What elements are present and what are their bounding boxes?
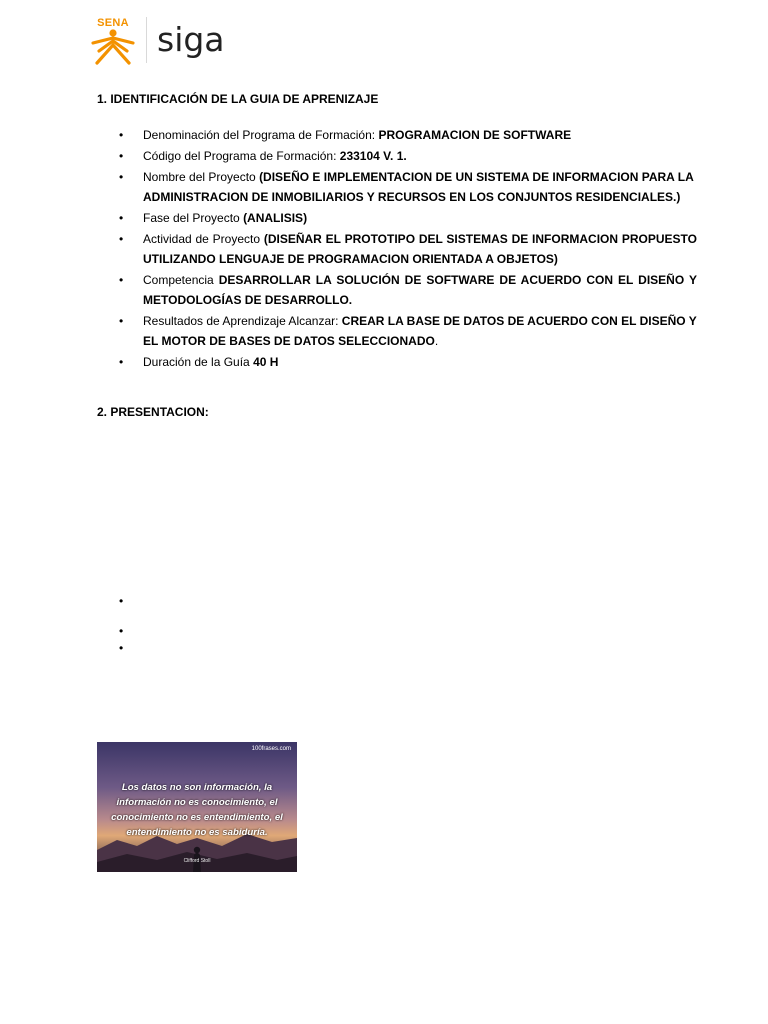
- bullet-icon: •: [119, 641, 124, 655]
- item-suffix: .: [434, 334, 439, 348]
- bullet-icon: •: [119, 128, 124, 142]
- bullet-icon: •: [119, 211, 124, 225]
- item-label: Denominación del Programa de Formación:: [143, 128, 379, 142]
- item-value: 40 H: [253, 355, 279, 369]
- bullet-icon: •: [119, 314, 124, 328]
- bullet-icon: •: [119, 594, 124, 608]
- item-label: Duración de la Guía: [143, 355, 254, 369]
- bullet-icon: •: [119, 232, 124, 246]
- bullet-icon: •: [119, 149, 124, 163]
- item-value: PROGRAMACION DE SOFTWARE: [378, 128, 572, 142]
- item-label: Código del Programa de Formación:: [143, 149, 340, 163]
- item-value: CREAR LA BASE DE DATOS DE ACUERDO CON EL DISEÑO Y EL MOTOR DE BASES DE DATOS SELECCIONADO: [143, 314, 697, 348]
- bullet-icon: •: [119, 624, 124, 638]
- item-label: Competencia: [143, 273, 219, 287]
- sena-figure-icon: [91, 29, 135, 65]
- sena-logo: [88, 15, 138, 65]
- list-item: [97, 270, 697, 310]
- bullet-icon: •: [119, 355, 124, 369]
- item-label: Resultados de Aprendizaje Alcanzar:: [143, 314, 342, 328]
- list-item: [97, 208, 697, 228]
- item-label: Nombre del Proyecto: [143, 170, 260, 184]
- item-value: (DISEÑO E IMPLEMENTACION DE UN SISTEMA DE INFORMACION PARA LA ADMINISTRACION DE INMOBILIARIOS Y RECURSOS EN LOS CONJUNTOS RESIDENCIALES.): [143, 170, 694, 204]
- quote-author: Clifford Stoll: [183, 858, 211, 864]
- quote-site-label: 100frases.com: [251, 746, 291, 752]
- item-value: (DISEÑAR EL PROTOTIPO DEL SISTEMAS DE INFORMACION PROPUESTO UTILIZANDO LENGUAJE DE PROGRAMACION ORIENTADA A OBJETOS): [143, 232, 697, 266]
- list-item: [97, 125, 697, 145]
- header-divider: [146, 17, 147, 63]
- item-value: 233104 V. 1.: [339, 149, 407, 163]
- bullet-icon: •: [119, 170, 124, 184]
- quote-image: [97, 742, 297, 872]
- bullet-icon: •: [119, 273, 124, 287]
- item-label: Fase del Proyecto: [143, 211, 244, 225]
- sena-logo-text: SENA: [97, 17, 129, 29]
- list-item: [97, 311, 697, 351]
- item-label: Actividad de Proyecto: [143, 232, 264, 246]
- item-value: (ANALISIS): [243, 211, 308, 225]
- quote-text: Los datos no son información, la información no es conocimiento, el conocimiento no es entendimiento, el entendimiento no es sabiduría.: [111, 782, 283, 838]
- list-item: [97, 167, 697, 207]
- list-item: [97, 229, 697, 269]
- header-logos: [88, 14, 225, 66]
- identification-list: [97, 125, 697, 373]
- section-2-title: 2. PRESENTACION:: [97, 405, 209, 419]
- section-1-title: 1. IDENTIFICACIÓN DE LA GUIA DE APRENIZAJE: [97, 92, 379, 106]
- item-value: DESARROLLAR LA SOLUCIÓN DE SOFTWARE DE ACUERDO CON EL DISEÑO Y METODOLOGÍAS DE DESARROLLO.: [143, 273, 697, 307]
- list-item: [97, 146, 697, 166]
- siga-logo-text: siga: [157, 19, 225, 59]
- list-item: [97, 352, 697, 372]
